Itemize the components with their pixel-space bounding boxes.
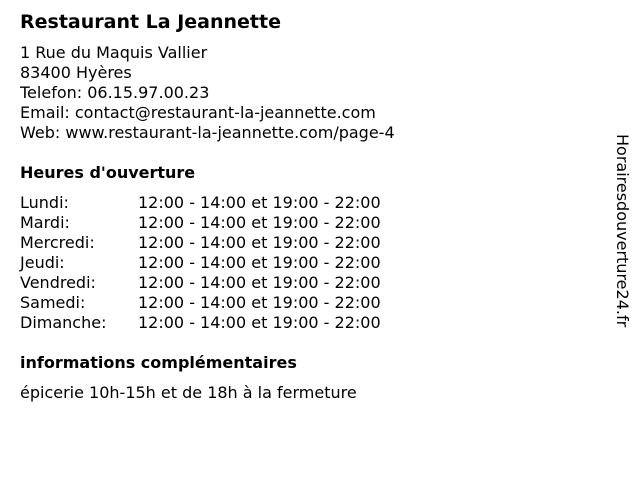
day-label: Lundi:: [20, 193, 69, 212]
email-address: Email: contact@restaurant-la-jeannette.com: [20, 103, 376, 122]
day-hours: 12:00 - 14:00 et 19:00 - 22:00: [138, 313, 381, 332]
day-hours: 12:00 - 14:00 et 19:00 - 22:00: [138, 213, 381, 232]
day-label: Vendredi:: [20, 273, 96, 292]
website-url: Web: www.restaurant-la-jeannette.com/page-4: [20, 123, 395, 142]
additional-info-text: épicerie 10h-15h et de 18h à la fermeture: [20, 383, 357, 402]
restaurant-name: Restaurant La Jeannette: [20, 11, 281, 33]
day-label: Mardi:: [20, 213, 70, 232]
day-label: Jeudi:: [20, 253, 65, 272]
site-watermark: Horairesdouverture24.fr: [613, 134, 632, 328]
opening-hours-heading: Heures d'ouverture: [20, 163, 196, 182]
day-label: Samedi:: [20, 293, 86, 312]
contact-block: [20, 43, 395, 143]
additional-info-heading: informations complémentaires: [20, 353, 297, 372]
day-hours: 12:00 - 14:00 et 19:00 - 22:00: [138, 233, 381, 252]
address-city: 83400 Hyères: [20, 63, 132, 82]
phone-number: Telefon: 06.15.97.00.23: [20, 83, 210, 102]
day-label: Dimanche:: [20, 313, 107, 332]
address-street: 1 Rue du Maquis Vallier: [20, 43, 208, 62]
day-hours: 12:00 - 14:00 et 19:00 - 22:00: [138, 293, 381, 312]
day-label: Mercredi:: [20, 233, 95, 252]
day-hours: 12:00 - 14:00 et 19:00 - 22:00: [138, 273, 381, 292]
day-hours: 12:00 - 14:00 et 19:00 - 22:00: [138, 193, 381, 212]
day-hours: 12:00 - 14:00 et 19:00 - 22:00: [138, 253, 381, 272]
